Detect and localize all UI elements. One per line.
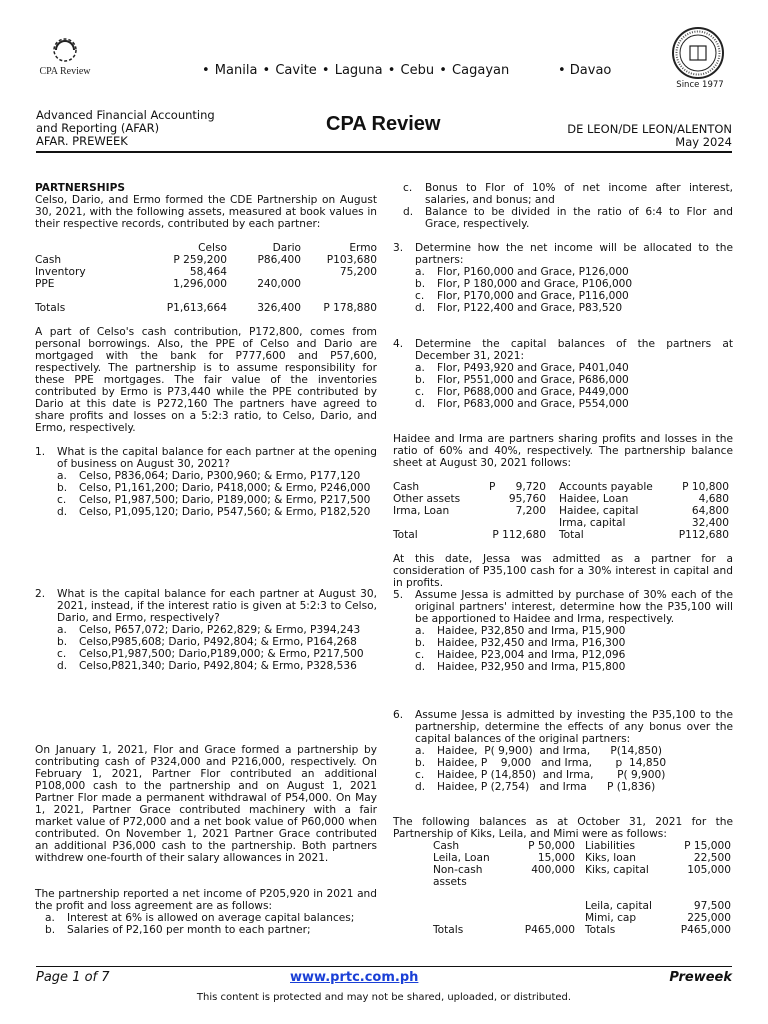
option-text: Flor, P160,000 and Grace, P126,000 xyxy=(437,266,629,278)
table-row xyxy=(393,864,733,876)
option-letter: a. xyxy=(415,625,425,637)
option-letter: a. xyxy=(415,745,425,757)
table-total-row xyxy=(393,529,733,541)
table-cell: P86,400 xyxy=(257,254,301,266)
item-text: Bonus to Flor of 10% of net income after interest, salaries, and bonus; and xyxy=(425,182,733,206)
option-text: Haidee, P (2,754) and Irma P (1,836) xyxy=(437,781,656,793)
table-cell: PPE xyxy=(35,278,55,290)
table-total-row xyxy=(35,302,377,314)
table-cell: 7,200 xyxy=(515,505,546,517)
option-text: Haidee, P32,950 and Irma, P15,800 xyxy=(437,661,626,673)
table-row xyxy=(393,505,733,517)
table-row xyxy=(393,840,733,852)
answer-option xyxy=(415,398,733,410)
option-text: Haidee, P23,004 and Irma, P12,096 xyxy=(437,649,626,661)
item-text: Salaries of P2,160 per month to each partner; xyxy=(67,924,311,936)
answer-option xyxy=(57,636,377,648)
header-divider xyxy=(36,151,732,153)
table-cell: Totals xyxy=(35,302,66,314)
answer-option xyxy=(415,362,733,374)
table-cell: 326,400 xyxy=(257,302,301,314)
answer-option xyxy=(415,302,733,314)
agreement-item xyxy=(403,182,733,206)
page-number: Page 1 of 7 xyxy=(36,970,110,985)
table-row xyxy=(35,266,377,278)
table-cell: Kiks, loan xyxy=(585,852,636,864)
question-number: 4. xyxy=(393,338,404,350)
table-cell: 75,200 xyxy=(339,266,377,278)
option-letter: a. xyxy=(415,362,425,374)
answer-option xyxy=(415,781,733,793)
option-text: Celso, P1,161,200; Dario, P418,000; & Ermo, P246,000 xyxy=(79,482,371,494)
table-header: Celso xyxy=(198,242,227,254)
answer-option xyxy=(415,757,733,769)
answer-option xyxy=(415,374,733,386)
option-text: Celso, P1,095,120; Dario, P547,560; & Ermo, P182,520 xyxy=(79,506,371,518)
answer-option xyxy=(57,624,377,636)
table-header: Ermo xyxy=(349,242,377,254)
answer-option xyxy=(57,494,377,506)
table-cell: 9,720 xyxy=(515,481,546,493)
answer-option xyxy=(415,266,733,278)
answer-option xyxy=(415,661,733,673)
option-letter: d. xyxy=(415,661,426,673)
table-row xyxy=(393,517,733,529)
branch-davao: • Davao xyxy=(558,63,612,78)
agreement-item xyxy=(45,924,377,936)
table-cell: 240,000 xyxy=(257,278,301,290)
table-cell: 64,800 xyxy=(691,505,729,517)
table-cell: Totals xyxy=(433,924,464,936)
answer-option xyxy=(57,660,377,672)
option-text: Haidee, P 9,000 and Irma, p 14,850 xyxy=(437,757,667,769)
question-text: Determine how the net income will be allocated to the partners: xyxy=(415,242,733,266)
table-cell: 105,000 xyxy=(687,864,731,876)
kiks-leila-mimi-paragraph: The following balances as at October 31, 2021 for the Partnership of Kiks, Leila, and Mimi were as follows: xyxy=(393,816,733,840)
table-cell: Irma, capital xyxy=(559,517,626,529)
mortgage-paragraph: A part of Celso's cash contribution, P172,800, comes from personal borrowings. Also, the PPE of Celso and Dario are mortgaged with the bank for P777,600 and P57,600, respectively. The partnership is to assume responsibility for these PPE mortgages. The fair value of the inventories contributed by Ermo is P73,440 while the PPE contributed by Dario at this date is P272,160 The partners have agreed to share profits and losses on a 5:2:3 ratio, to Celso, Dario, and Ermo, respectively. xyxy=(35,326,377,434)
author-block xyxy=(567,123,732,149)
question-number: 1. xyxy=(35,446,46,458)
option-letter: a. xyxy=(57,624,67,636)
footer-label: Preweek xyxy=(669,970,732,985)
table-row xyxy=(393,912,733,924)
table-row xyxy=(35,278,377,290)
table-cell: Cash xyxy=(433,840,460,852)
item-letter: b. xyxy=(45,924,56,936)
option-text: Celso,P1,987,500; Dario,P189,000; & Ermo, P217,500 xyxy=(79,648,364,660)
cpa-review-logo xyxy=(38,30,92,84)
agreement-list xyxy=(35,912,377,936)
option-letter: b. xyxy=(415,757,426,769)
table-cell: Cash xyxy=(35,254,62,266)
balance-sheet-2 xyxy=(393,840,733,936)
table-cell: P103,680 xyxy=(326,254,377,266)
authors: DE LEON/DE LEON/ALENTON xyxy=(567,122,732,136)
table-cell: Other assets xyxy=(393,493,461,505)
table-header-row xyxy=(35,242,377,254)
option-letter: c. xyxy=(415,386,425,398)
table-row xyxy=(393,900,733,912)
item-text: Balance to be divided in the ratio of 6:4 to Flor and Grace, respectively. xyxy=(425,206,733,230)
table-header: Dario xyxy=(272,242,301,254)
option-letter: b. xyxy=(57,482,68,494)
option-text: Haidee, P32,850 and Irma, P15,900 xyxy=(437,625,626,637)
option-text: Flor, P688,000 and Grace, P449,000 xyxy=(437,386,629,398)
table-cell: Haidee, capital xyxy=(559,505,639,517)
subject-line: AFAR. PREWEEK xyxy=(36,134,128,148)
answer-option xyxy=(415,637,733,649)
table-cell: 15,000 xyxy=(537,852,575,864)
question-text: Assume Jessa is admitted by purchase of 30% each of the original partners' interest, determine how the P35,100 will be apportioned to Haidee and Irma, respectively. xyxy=(415,589,733,625)
table-total-row xyxy=(393,924,733,936)
table-cell: P 112,680 xyxy=(492,529,546,541)
table-row xyxy=(393,852,733,864)
table-cell: 4,680 xyxy=(698,493,729,505)
page-title: CPA Review xyxy=(326,113,441,135)
subject-line: Advanced Financial Accounting xyxy=(36,108,215,122)
option-text: Flor, P122,400 and Grace, P83,520 xyxy=(437,302,623,314)
table-cell: 95,760 xyxy=(508,493,546,505)
table-cell: Leila, Loan xyxy=(433,852,490,864)
table-cell: 225,000 xyxy=(687,912,731,924)
option-text: Haidee, P32,450 and Irma, P16,300 xyxy=(437,637,626,649)
question-1 xyxy=(35,446,377,518)
copyright-notice: This content is protected and may not be shared, uploaded, or distributed. xyxy=(196,992,572,1003)
jessa-paragraph: At this date, Jessa was admitted as a partner for a consideration of P35,100 cash for a 30% interest in capital and in profits. xyxy=(393,553,733,589)
table-cell: Accounts payable xyxy=(559,481,653,493)
table-cell: 32,400 xyxy=(691,517,729,529)
option-letter: a. xyxy=(57,470,67,482)
logo-text: CPA Review xyxy=(39,66,91,77)
question-text: Assume Jessa is admitted by investing the P35,100 to the partnership, determine the effects of any bonus over the capital balances of the original partners: xyxy=(415,709,733,745)
question-text: What is the capital balance for each partner at August 30, 2021, instead, if the interest ratio is given at 5:2:3 to Celso, Dario, and Ermo, respectively? xyxy=(57,588,377,624)
haidee-irma-paragraph: Haidee and Irma are partners sharing profits and losses in the ratio of 60% and 40%, respectively. The partnership balance sheet at August 30, 2021 follows: xyxy=(393,433,733,469)
option-letter: b. xyxy=(415,374,426,386)
option-letter: c. xyxy=(57,648,67,660)
option-letter: b. xyxy=(415,637,426,649)
net-income-paragraph: The partnership reported a net income of P205,920 in 2021 and the profit and loss agreement are as follows: xyxy=(35,888,377,912)
since-year: Since 1977 xyxy=(676,80,724,90)
table-cell: 58,464 xyxy=(189,266,227,278)
option-text: Haidee, P (14,850) and Irma, P( 9,900) xyxy=(437,769,666,781)
table-cell: Liabilities xyxy=(585,840,636,852)
table-cell: P xyxy=(489,481,496,493)
option-text: Flor, P170,000 and Grace, P116,000 xyxy=(437,290,629,302)
table-cell: assets xyxy=(433,876,467,888)
question-number: 5. xyxy=(393,589,404,601)
table-cell: Irma, Loan xyxy=(393,505,450,517)
option-text: Flor, P551,000 and Grace, P686,000 xyxy=(437,374,629,386)
answer-option xyxy=(415,625,733,637)
option-text: Celso, P1,987,500; Dario, P189,000; & Ermo, P217,500 xyxy=(79,494,371,506)
table-cell: P 10,800 xyxy=(682,481,729,493)
footer-divider xyxy=(36,966,732,967)
table-cell: P 178,880 xyxy=(323,302,377,314)
table-cell: Totals xyxy=(585,924,616,936)
question-number: 2. xyxy=(35,588,46,600)
option-letter: b. xyxy=(57,636,68,648)
answer-option xyxy=(415,649,733,661)
answer-option xyxy=(415,769,733,781)
answer-option xyxy=(57,482,377,494)
balance-sheet-1 xyxy=(393,481,733,541)
option-text: Celso, P836,064; Dario, P300,960; & Ermo, P177,120 xyxy=(79,470,361,482)
table-row xyxy=(393,876,733,888)
option-letter: c. xyxy=(415,290,425,302)
question-text: Determine the capital balances of the partners at December 31, 2021: xyxy=(415,338,733,362)
option-letter: b. xyxy=(415,278,426,290)
contribution-table xyxy=(35,242,377,314)
table-cell: 1,296,000 xyxy=(173,278,227,290)
item-letter: d. xyxy=(403,206,414,218)
answer-option xyxy=(415,745,733,757)
option-text: Celso,P821,340; Dario, P492,804; & Ermo, P328,536 xyxy=(79,660,357,672)
answer-option xyxy=(415,386,733,398)
item-letter: c. xyxy=(403,182,413,194)
table-cell: Total xyxy=(559,529,584,541)
subject-line: and Reporting (AFAR) xyxy=(36,121,160,135)
item-letter: a. xyxy=(45,912,55,924)
option-letter: d. xyxy=(57,660,68,672)
question-5 xyxy=(393,589,733,673)
option-letter: c. xyxy=(57,494,67,506)
agreement-list-continued xyxy=(393,182,733,230)
option-letter: d. xyxy=(57,506,68,518)
option-text: Haidee, P( 9,900) and Irma, P(14,850) xyxy=(437,745,663,757)
question-number: 3. xyxy=(393,242,404,254)
branch-cities: • Manila • Cavite • Laguna • Cebu • Cagayan xyxy=(202,63,510,78)
option-letter: a. xyxy=(415,266,425,278)
question-3 xyxy=(393,242,733,314)
question-4 xyxy=(393,338,733,410)
option-letter: c. xyxy=(415,769,425,781)
table-cell: P 15,000 xyxy=(684,840,731,852)
table-cell: P 50,000 xyxy=(528,840,575,852)
table-cell: P1,613,664 xyxy=(166,302,227,314)
option-text: Flor, P683,000 and Grace, P554,000 xyxy=(437,398,629,410)
table-cell: Total xyxy=(393,529,418,541)
intro-paragraph: Celso, Dario, and Ermo formed the CDE Partnership on August 30, 2021, with the following assets, measured at book values in their respective records, contributed by each partner: xyxy=(35,194,377,230)
table-cell: 22,500 xyxy=(693,852,731,864)
agreement-item xyxy=(45,912,377,924)
question-number: 6. xyxy=(393,709,404,721)
exam-date: May 2024 xyxy=(675,135,732,149)
table-cell: 400,000 xyxy=(531,864,575,876)
section-heading: PARTNERSHIPS xyxy=(35,182,125,194)
question-text: What is the capital balance for each partner at the opening of business on August 30, 2021? xyxy=(57,446,377,470)
website-link[interactable]: www.prtc.com.ph xyxy=(290,970,419,985)
subject-block xyxy=(36,109,215,148)
option-text: Flor, P493,920 and Grace, P401,040 xyxy=(437,362,629,374)
table-cell: P 259,200 xyxy=(173,254,227,266)
answer-option xyxy=(415,290,733,302)
answer-option xyxy=(57,470,377,482)
answer-option xyxy=(57,648,377,660)
table-cell: P465,000 xyxy=(524,924,575,936)
table-cell: Cash xyxy=(393,481,420,493)
answer-option xyxy=(415,278,733,290)
answer-option xyxy=(57,506,377,518)
table-cell: P112,680 xyxy=(678,529,729,541)
question-6 xyxy=(393,709,733,793)
table-cell: Mimi, cap xyxy=(585,912,637,924)
option-letter: d. xyxy=(415,302,426,314)
table-cell: Leila, capital xyxy=(585,900,652,912)
table-row xyxy=(35,254,377,266)
table-cell: Kiks, capital xyxy=(585,864,649,876)
question-2 xyxy=(35,588,377,672)
agreement-item xyxy=(403,206,733,230)
option-text: Flor, P 180,000 and Grace, P106,000 xyxy=(437,278,633,290)
school-seal-icon xyxy=(667,26,729,88)
table-cell: Inventory xyxy=(35,266,86,278)
flor-grace-paragraph: On January 1, 2021, Flor and Grace formed a partnership by contributing cash of P324,000 and P216,000, respectively. On February 1, 2021, Partner Flor contributed an additional P108,000 cash to the partnership and on August 1, 2021 Partner Flor made a permanent withdrawal of P54,000. On May 1, 2021, Partner Grace contributed machinery with a fair market value of P72,000 and a net book value of P60,000 when contributed. On November 1, 2021 Partner Grace contributed an additional P36,000 cash to the partnership. Both partners withdrew one-fourth of their salary allowances in 2021. xyxy=(35,744,377,864)
option-letter: d. xyxy=(415,398,426,410)
table-row xyxy=(393,481,733,493)
table-cell: Haidee, Loan xyxy=(559,493,629,505)
table-cell: Non-cash xyxy=(433,864,483,876)
option-letter: d. xyxy=(415,781,426,793)
option-text: Celso, P657,072; Dario, P262,829; & Ermo, P394,243 xyxy=(79,624,361,636)
item-text: Interest at 6% is allowed on average capital balances; xyxy=(67,912,355,924)
option-text: Celso,P985,608; Dario, P492,804; & Ermo, P164,268 xyxy=(79,636,357,648)
option-letter: c. xyxy=(415,649,425,661)
table-row xyxy=(393,493,733,505)
table-cell: 97,500 xyxy=(693,900,731,912)
table-cell: P465,000 xyxy=(680,924,731,936)
